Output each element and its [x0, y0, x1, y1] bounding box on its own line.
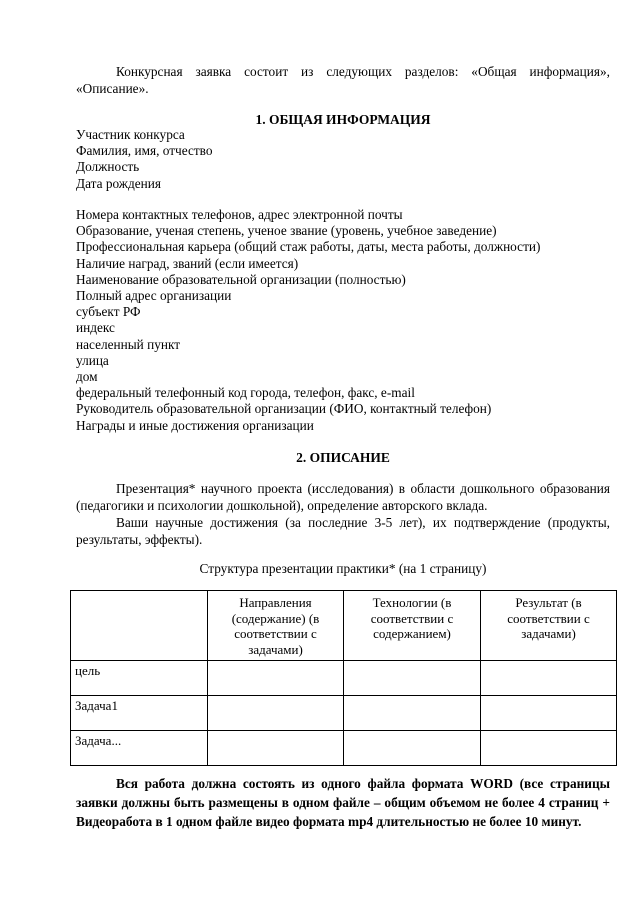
list-item: населенный пункт: [76, 336, 181, 352]
table-caption: Структура презентации практики* (на 1 страницу): [199, 561, 487, 576]
list-item: Номера контактных телефонов, адрес электронной почты: [76, 207, 403, 222]
table-cell: [481, 696, 617, 731]
table-cell: [481, 661, 617, 696]
table-cell: [481, 731, 617, 766]
table-header-cell: Направления (содержание) (в соответствии с задачами): [208, 591, 344, 661]
row-label-cell: цель: [71, 661, 208, 696]
presentation-paragraph: Презентация* научного проекта (исследования) в области дошкольного образования (педагогики и психологии дошкольной), определение авторского вклада.: [76, 481, 610, 513]
table-cell: [208, 661, 344, 696]
table-header-cell: [71, 591, 208, 661]
list-item: улица: [76, 352, 109, 368]
section-1-heading: 1. ОБЩАЯ ИНФОРМАЦИЯ: [255, 112, 431, 127]
list-item: Наименование образовательной организации (полностью): [76, 271, 406, 287]
list-item: дом: [76, 369, 98, 385]
row-label-cell: Задача...: [71, 731, 208, 766]
list-item: Участник конкурса: [76, 127, 185, 142]
final-note: Вся работа должна состоять из одного файла формата WORD (все страницы заявки должны быть размещены в одном файле – общим объемом не более 4 страниц + Видеоработа в 1 одном файле видео формата mp4 длительностью не более 10 минут.: [76, 776, 610, 829]
contact-info-list: [76, 207, 616, 434]
list-item: Наличие наград, званий (если имеется): [76, 255, 299, 271]
list-item: Полный адрес организации: [76, 288, 232, 304]
table-row: [71, 731, 617, 766]
participant-info-list: [76, 127, 616, 192]
achievements-paragraph: Ваши научные достижения (за последние 3-5 лет), их подтверждение (продукты, результаты, эффекты).: [76, 515, 610, 547]
table-row: [71, 696, 617, 731]
list-item: Профессиональная карьера (общий стаж работы, даты, места работы, должности): [76, 239, 541, 255]
table-header-cell: Технологии (в соответствии с содержанием): [344, 591, 481, 661]
table-cell: [208, 696, 344, 731]
list-item: Фамилия, имя, отчество: [76, 143, 213, 159]
list-item: Дата рождения: [76, 175, 161, 191]
section-2-heading: 2. ОПИСАНИЕ: [296, 450, 390, 465]
row-label-cell: Задача1: [71, 696, 208, 731]
list-item: Образование, ученая степень, ученое звание (уровень, учебное заведение): [76, 223, 497, 239]
table-cell: [344, 661, 481, 696]
list-item: индекс: [76, 320, 115, 336]
list-item: субъект РФ: [76, 304, 141, 320]
table-row: [71, 661, 617, 696]
list-item: федеральный телефонный код города, телефон, факс, e-mail: [76, 385, 415, 401]
table-cell: [344, 696, 481, 731]
list-item: Должность: [76, 159, 140, 175]
table-cell: [344, 731, 481, 766]
list-item: Руководитель образовательной организации (ФИО, контактный телефон): [76, 401, 492, 417]
presentation-structure-table: [70, 590, 617, 766]
intro-paragraph: Конкурсная заявка состоит из следующих разделов: «Общая информация», «Описание».: [76, 64, 610, 96]
table-cell: [208, 731, 344, 766]
list-item: Награды и иные достижения организации: [76, 417, 314, 433]
table-header-cell: Результат (в соответствии с задачами): [481, 591, 617, 661]
table-header-row: [71, 591, 617, 661]
